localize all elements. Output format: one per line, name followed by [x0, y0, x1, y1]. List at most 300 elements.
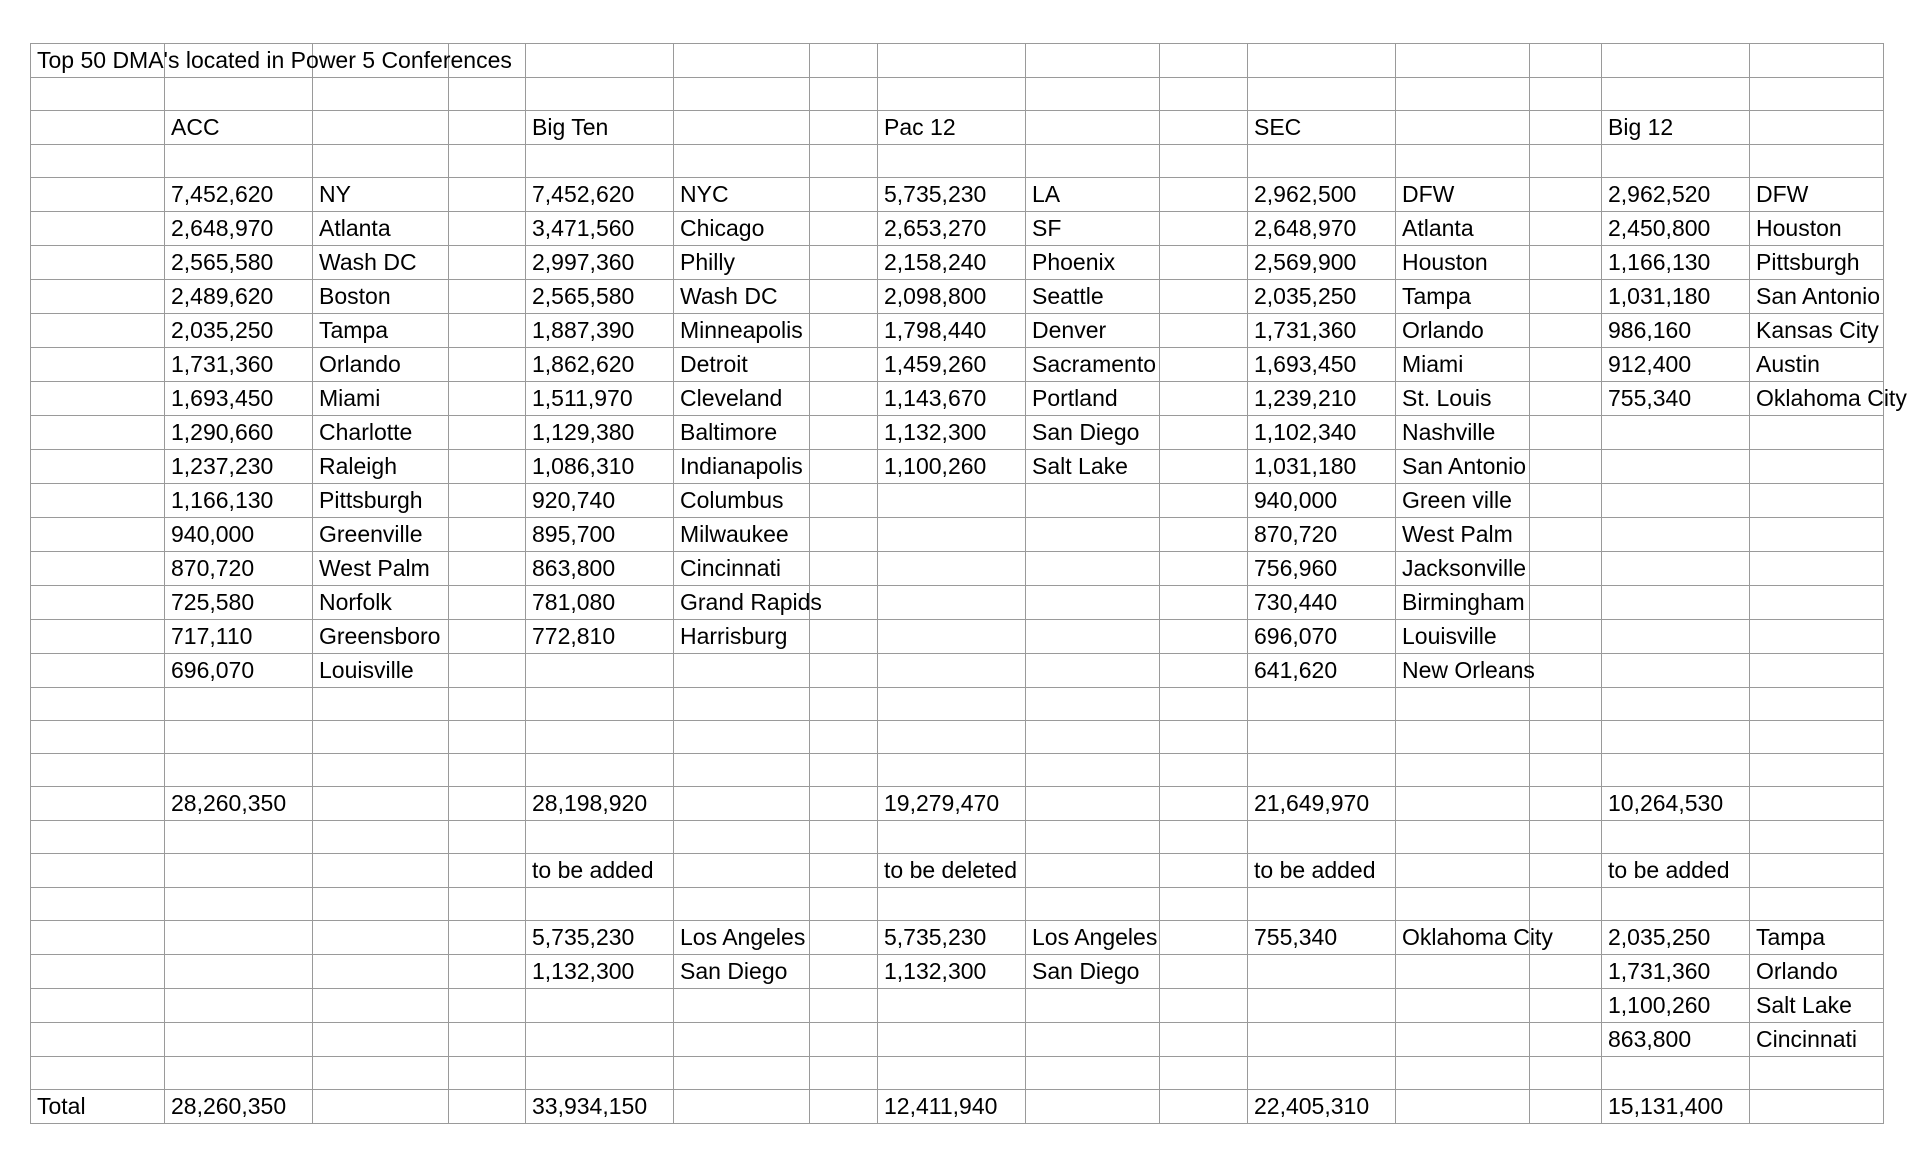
big-ten-market-city[interactable]: Baltimore: [674, 416, 810, 450]
grid-cell[interactable]: [1750, 1090, 1884, 1124]
grid-cell[interactable]: [810, 1090, 878, 1124]
grid-cell[interactable]: [526, 78, 674, 111]
grid-cell[interactable]: [31, 586, 165, 620]
grid-cell[interactable]: [1530, 450, 1602, 484]
grid-cell[interactable]: [449, 416, 526, 450]
grid-cell[interactable]: [313, 955, 449, 989]
sec-change-pop[interactable]: 755,340: [1248, 921, 1396, 955]
big-ten-market-pop[interactable]: 772,810: [526, 620, 674, 654]
acc-market-city[interactable]: Tampa: [313, 314, 449, 348]
pac12-market-city[interactable]: Phoenix: [1026, 246, 1160, 280]
grid-cell[interactable]: [526, 654, 674, 688]
grid-cell[interactable]: [449, 586, 526, 620]
grid-cell[interactable]: [31, 382, 165, 416]
big-ten-market-city[interactable]: Cleveland: [674, 382, 810, 416]
grid-cell[interactable]: [810, 921, 878, 955]
grid-cell[interactable]: [674, 111, 810, 145]
total-big-ten[interactable]: 33,934,150: [526, 1090, 674, 1124]
grid-cell[interactable]: [1160, 721, 1248, 754]
grid-cell[interactable]: [810, 854, 878, 888]
pac12-change-pop[interactable]: 5,735,230: [878, 921, 1026, 955]
total-acc[interactable]: 28,260,350: [165, 1090, 313, 1124]
grid-cell[interactable]: [878, 145, 1026, 178]
big-ten-market-pop[interactable]: 2,565,580: [526, 280, 674, 314]
grid-cell[interactable]: [1026, 989, 1160, 1023]
grid-cell[interactable]: [449, 178, 526, 212]
grid-cell[interactable]: [1026, 1057, 1160, 1090]
grid-cell[interactable]: [1026, 620, 1160, 654]
grid-cell[interactable]: [449, 787, 526, 821]
sec-market-city[interactable]: Louisville: [1396, 620, 1530, 654]
grid-cell[interactable]: [810, 1023, 878, 1057]
grid-cell[interactable]: [1530, 552, 1602, 586]
grid-cell[interactable]: [1602, 688, 1750, 721]
grid-cell[interactable]: [1026, 854, 1160, 888]
grid-cell[interactable]: [878, 821, 1026, 854]
acc-market-pop[interactable]: 717,110: [165, 620, 313, 654]
big-ten-market-pop[interactable]: 1,129,380: [526, 416, 674, 450]
grid-cell[interactable]: [31, 1023, 165, 1057]
grid-cell[interactable]: [1160, 111, 1248, 145]
grid-cell[interactable]: [1602, 484, 1750, 518]
grid-cell[interactable]: [1750, 416, 1884, 450]
grid-cell[interactable]: [674, 1057, 810, 1090]
grid-cell[interactable]: [449, 246, 526, 280]
grid-cell[interactable]: [1160, 552, 1248, 586]
pac12-market-city[interactable]: SF: [1026, 212, 1160, 246]
grid-cell[interactable]: [165, 721, 313, 754]
grid-cell[interactable]: [1750, 145, 1884, 178]
acc-market-pop[interactable]: 1,290,660: [165, 416, 313, 450]
sec-market-pop[interactable]: 641,620: [1248, 654, 1396, 688]
grid-cell[interactable]: [31, 212, 165, 246]
grid-cell[interactable]: [165, 78, 313, 111]
sec-market-city[interactable]: Tampa: [1396, 280, 1530, 314]
grid-cell[interactable]: [1160, 586, 1248, 620]
grid-cell[interactable]: [449, 955, 526, 989]
pac12-market-pop[interactable]: 5,735,230: [878, 178, 1026, 212]
sec-market-city[interactable]: Nashville: [1396, 416, 1530, 450]
grid-cell[interactable]: [674, 989, 810, 1023]
grid-cell[interactable]: [1248, 688, 1396, 721]
grid-cell[interactable]: [313, 821, 449, 854]
grid-cell[interactable]: [810, 721, 878, 754]
grid-cell[interactable]: [31, 484, 165, 518]
grid-cell[interactable]: [1530, 620, 1602, 654]
sec-market-city[interactable]: Jacksonville: [1396, 552, 1530, 586]
grid-cell[interactable]: [313, 1023, 449, 1057]
grid-cell[interactable]: [526, 888, 674, 921]
grid-cell[interactable]: [1602, 450, 1750, 484]
pac12-market-city[interactable]: San Diego: [1026, 416, 1160, 450]
grid-cell[interactable]: [449, 111, 526, 145]
grid-cell[interactable]: [449, 280, 526, 314]
big-ten-market-pop[interactable]: 1,511,970: [526, 382, 674, 416]
grid-cell[interactable]: [1750, 854, 1884, 888]
grid-cell[interactable]: [1396, 754, 1530, 787]
grid-cell[interactable]: [449, 888, 526, 921]
grid-cell[interactable]: [165, 989, 313, 1023]
acc-market-city[interactable]: NY: [313, 178, 449, 212]
grid-cell[interactable]: [1750, 821, 1884, 854]
grid-cell[interactable]: [1750, 518, 1884, 552]
grid-cell[interactable]: [1160, 854, 1248, 888]
grid-cell[interactable]: [1248, 145, 1396, 178]
grid-cell[interactable]: [1602, 888, 1750, 921]
big12-change-city[interactable]: Salt Lake: [1750, 989, 1884, 1023]
grid-cell[interactable]: [1396, 44, 1530, 78]
sec-market-pop[interactable]: 1,731,360: [1248, 314, 1396, 348]
big12-market-pop[interactable]: 2,962,520: [1602, 178, 1750, 212]
grid-cell[interactable]: [810, 450, 878, 484]
pac12-market-pop[interactable]: 2,098,800: [878, 280, 1026, 314]
grid-cell[interactable]: [878, 888, 1026, 921]
grid-cell[interactable]: [1160, 280, 1248, 314]
grid-cell[interactable]: [31, 754, 165, 787]
acc-subtotal[interactable]: 28,260,350: [165, 787, 313, 821]
big12-market-city[interactable]: San Antonio: [1750, 280, 1884, 314]
grid-cell[interactable]: [1160, 821, 1248, 854]
big12-market-city[interactable]: Austin: [1750, 348, 1884, 382]
grid-cell[interactable]: [810, 688, 878, 721]
grid-cell[interactable]: [165, 688, 313, 721]
grid-cell[interactable]: [1396, 111, 1530, 145]
grid-cell[interactable]: [1750, 654, 1884, 688]
grid-cell[interactable]: [1396, 688, 1530, 721]
grid-cell[interactable]: [674, 1090, 810, 1124]
grid-cell[interactable]: [449, 348, 526, 382]
big-ten-market-city[interactable]: Philly: [674, 246, 810, 280]
grid-cell[interactable]: [1396, 955, 1530, 989]
grid-cell[interactable]: [526, 145, 674, 178]
big12-change-city[interactable]: Cincinnati: [1750, 1023, 1884, 1057]
grid-cell[interactable]: [1750, 586, 1884, 620]
grid-cell[interactable]: [31, 145, 165, 178]
grid-cell[interactable]: [1026, 552, 1160, 586]
grid-cell[interactable]: [1248, 888, 1396, 921]
grid-cell[interactable]: [1750, 111, 1884, 145]
big-ten-subtotal[interactable]: 28,198,920: [526, 787, 674, 821]
grid-cell[interactable]: [1530, 145, 1602, 178]
pac12-subtotal[interactable]: 19,279,470: [878, 787, 1026, 821]
grid-cell[interactable]: [313, 787, 449, 821]
grid-cell[interactable]: [1160, 78, 1248, 111]
grid-cell[interactable]: [1602, 44, 1750, 78]
grid-cell[interactable]: [165, 754, 313, 787]
grid-cell[interactable]: [31, 178, 165, 212]
grid-cell[interactable]: [878, 44, 1026, 78]
grid-cell[interactable]: [165, 921, 313, 955]
grid-cell[interactable]: [1248, 1023, 1396, 1057]
pac12-market-pop[interactable]: 2,158,240: [878, 246, 1026, 280]
acc-market-city[interactable]: Norfolk: [313, 586, 449, 620]
big12-change-pop[interactable]: 1,731,360: [1602, 955, 1750, 989]
grid-cell[interactable]: [449, 620, 526, 654]
sec-market-city[interactable]: San Antonio: [1396, 450, 1530, 484]
header-big12[interactable]: Big 12: [1602, 111, 1750, 145]
grid-cell[interactable]: [1026, 721, 1160, 754]
pac12-market-city[interactable]: Denver: [1026, 314, 1160, 348]
acc-market-pop[interactable]: 940,000: [165, 518, 313, 552]
grid-cell[interactable]: [1750, 78, 1884, 111]
grid-cell[interactable]: [878, 552, 1026, 586]
grid-cell[interactable]: [1160, 44, 1248, 78]
grid-cell[interactable]: [674, 754, 810, 787]
grid-cell[interactable]: [31, 280, 165, 314]
sec-market-pop[interactable]: 696,070: [1248, 620, 1396, 654]
grid-cell[interactable]: [1160, 416, 1248, 450]
big-ten-market-city[interactable]: Milwaukee: [674, 518, 810, 552]
big12-change-city[interactable]: Tampa: [1750, 921, 1884, 955]
grid-cell[interactable]: [674, 44, 810, 78]
grid-cell[interactable]: [1750, 44, 1884, 78]
total-sec[interactable]: 22,405,310: [1248, 1090, 1396, 1124]
big-ten-market-city[interactable]: Chicago: [674, 212, 810, 246]
grid-cell[interactable]: [165, 888, 313, 921]
grid-cell[interactable]: [31, 111, 165, 145]
grid-cell[interactable]: [31, 854, 165, 888]
grid-cell[interactable]: [1750, 484, 1884, 518]
big-ten-market-pop[interactable]: 1,862,620: [526, 348, 674, 382]
grid-cell[interactable]: [1530, 854, 1602, 888]
grid-cell[interactable]: [878, 721, 1026, 754]
grid-cell[interactable]: [449, 450, 526, 484]
grid-cell[interactable]: [810, 552, 878, 586]
big12-change-pop[interactable]: 2,035,250: [1602, 921, 1750, 955]
acc-market-city[interactable]: Charlotte: [313, 416, 449, 450]
grid-cell[interactable]: [31, 787, 165, 821]
grid-cell[interactable]: [1160, 620, 1248, 654]
pac12-market-city[interactable]: LA: [1026, 178, 1160, 212]
grid-cell[interactable]: [1602, 754, 1750, 787]
grid-cell[interactable]: [1160, 1023, 1248, 1057]
big-ten-market-pop[interactable]: 920,740: [526, 484, 674, 518]
grid-cell[interactable]: [31, 721, 165, 754]
sec-market-city[interactable]: St. Louis: [1396, 382, 1530, 416]
grid-cell[interactable]: [449, 1023, 526, 1057]
big-ten-change-pop[interactable]: 5,735,230: [526, 921, 674, 955]
grid-cell[interactable]: [1248, 1057, 1396, 1090]
big12-change-city[interactable]: Orlando: [1750, 955, 1884, 989]
pac12-market-city[interactable]: Salt Lake: [1026, 450, 1160, 484]
big-ten-market-pop[interactable]: 1,887,390: [526, 314, 674, 348]
acc-market-city[interactable]: Greensboro: [313, 620, 449, 654]
grid-cell[interactable]: [810, 348, 878, 382]
pac12-market-city[interactable]: Seattle: [1026, 280, 1160, 314]
grid-cell[interactable]: [165, 1023, 313, 1057]
grid-cell[interactable]: [449, 1090, 526, 1124]
grid-cell[interactable]: [1750, 754, 1884, 787]
big-ten-market-city[interactable]: Indianapolis: [674, 450, 810, 484]
grid-cell[interactable]: [1530, 280, 1602, 314]
grid-cell[interactable]: [1530, 484, 1602, 518]
grid-cell[interactable]: [1602, 518, 1750, 552]
grid-cell[interactable]: [1248, 989, 1396, 1023]
grid-cell[interactable]: [1160, 518, 1248, 552]
grid-cell[interactable]: [313, 854, 449, 888]
grid-cell[interactable]: [1248, 721, 1396, 754]
grid-cell[interactable]: [31, 821, 165, 854]
grid-cell[interactable]: [1530, 518, 1602, 552]
grid-cell[interactable]: [1160, 314, 1248, 348]
grid-cell[interactable]: [1248, 78, 1396, 111]
grid-cell[interactable]: [165, 821, 313, 854]
grid-cell[interactable]: [674, 78, 810, 111]
grid-cell[interactable]: [1396, 821, 1530, 854]
sec-market-pop[interactable]: 1,239,210: [1248, 382, 1396, 416]
grid-cell[interactable]: [810, 416, 878, 450]
grid-cell[interactable]: [449, 754, 526, 787]
acc-market-pop[interactable]: 2,565,580: [165, 246, 313, 280]
grid-cell[interactable]: [449, 821, 526, 854]
grid-cell[interactable]: [810, 754, 878, 787]
grid-cell[interactable]: [674, 654, 810, 688]
pac12-market-city[interactable]: Portland: [1026, 382, 1160, 416]
grid-cell[interactable]: [1396, 78, 1530, 111]
grid-cell[interactable]: [810, 111, 878, 145]
acc-market-city[interactable]: Orlando: [313, 348, 449, 382]
grid-cell[interactable]: [31, 620, 165, 654]
big12-change-pop[interactable]: 1,100,260: [1602, 989, 1750, 1023]
pac12-market-pop[interactable]: 1,132,300: [878, 416, 1026, 450]
big-ten-market-city[interactable]: Wash DC: [674, 280, 810, 314]
grid-cell[interactable]: [1530, 1057, 1602, 1090]
pac12-market-pop[interactable]: 1,798,440: [878, 314, 1026, 348]
big12-market-pop[interactable]: 1,031,180: [1602, 280, 1750, 314]
acc-market-pop[interactable]: 7,452,620: [165, 178, 313, 212]
pac12-change-city[interactable]: San Diego: [1026, 955, 1160, 989]
grid-cell[interactable]: [449, 518, 526, 552]
grid-cell[interactable]: [1530, 1023, 1602, 1057]
grid-cell[interactable]: [1602, 586, 1750, 620]
big-ten-market-pop[interactable]: 2,997,360: [526, 246, 674, 280]
big12-subtotal[interactable]: 10,264,530: [1602, 787, 1750, 821]
acc-market-pop[interactable]: 1,731,360: [165, 348, 313, 382]
grid-cell[interactable]: [313, 989, 449, 1023]
grid-cell[interactable]: [1602, 145, 1750, 178]
grid-cell[interactable]: [1530, 1090, 1602, 1124]
grid-cell[interactable]: [449, 921, 526, 955]
acc-market-pop[interactable]: 2,648,970: [165, 212, 313, 246]
big12-market-pop[interactable]: 912,400: [1602, 348, 1750, 382]
grid-cell[interactable]: [878, 654, 1026, 688]
grid-cell[interactable]: [810, 989, 878, 1023]
grid-cell[interactable]: [1160, 246, 1248, 280]
grid-cell[interactable]: [1530, 314, 1602, 348]
big-ten-change-label[interactable]: to be added: [526, 854, 674, 888]
grid-cell[interactable]: [1602, 1057, 1750, 1090]
grid-cell[interactable]: [449, 314, 526, 348]
grid-cell[interactable]: [31, 888, 165, 921]
grid-cell[interactable]: [674, 721, 810, 754]
grid-cell[interactable]: [1602, 416, 1750, 450]
grid-cell[interactable]: [1602, 78, 1750, 111]
grid-cell[interactable]: [1396, 145, 1530, 178]
grid-cell[interactable]: [1396, 854, 1530, 888]
big12-market-city[interactable]: Oklahoma City: [1750, 382, 1884, 416]
acc-market-pop[interactable]: 725,580: [165, 586, 313, 620]
grid-cell[interactable]: [31, 348, 165, 382]
big12-market-city[interactable]: DFW: [1750, 178, 1884, 212]
grid-cell[interactable]: [31, 78, 165, 111]
grid-cell[interactable]: [1160, 888, 1248, 921]
grid-cell[interactable]: [1530, 78, 1602, 111]
grid-cell[interactable]: [1160, 1057, 1248, 1090]
grid-cell[interactable]: [878, 1057, 1026, 1090]
grid-cell[interactable]: [1160, 484, 1248, 518]
grid-cell[interactable]: [1530, 246, 1602, 280]
grid-cell[interactable]: [810, 280, 878, 314]
sec-market-pop[interactable]: 2,035,250: [1248, 280, 1396, 314]
grid-cell[interactable]: [449, 688, 526, 721]
big-ten-change-city[interactable]: San Diego: [674, 955, 810, 989]
sec-market-pop[interactable]: 940,000: [1248, 484, 1396, 518]
grid-cell[interactable]: [810, 382, 878, 416]
grid-cell[interactable]: [449, 654, 526, 688]
grid-cell[interactable]: [1530, 348, 1602, 382]
grid-cell[interactable]: [449, 212, 526, 246]
grid-cell[interactable]: [878, 688, 1026, 721]
sec-market-city[interactable]: DFW: [1396, 178, 1530, 212]
big-ten-market-city[interactable]: Grand Rapids: [674, 586, 810, 620]
grid-cell[interactable]: [1160, 145, 1248, 178]
acc-market-city[interactable]: Louisville: [313, 654, 449, 688]
big12-market-pop[interactable]: 755,340: [1602, 382, 1750, 416]
grid-cell[interactable]: [674, 787, 810, 821]
big-ten-market-pop[interactable]: 3,471,560: [526, 212, 674, 246]
grid-cell[interactable]: [1396, 787, 1530, 821]
grid-cell[interactable]: [313, 1057, 449, 1090]
grid-cell[interactable]: [31, 518, 165, 552]
grid-cell[interactable]: [810, 821, 878, 854]
big-ten-market-city[interactable]: NYC: [674, 178, 810, 212]
grid-cell[interactable]: [1248, 821, 1396, 854]
grid-cell[interactable]: [1026, 1090, 1160, 1124]
big12-market-city[interactable]: Kansas City: [1750, 314, 1884, 348]
grid-cell[interactable]: [165, 854, 313, 888]
sec-market-pop[interactable]: 756,960: [1248, 552, 1396, 586]
sec-market-city[interactable]: Houston: [1396, 246, 1530, 280]
grid-cell[interactable]: [1602, 654, 1750, 688]
sec-market-pop[interactable]: 1,102,340: [1248, 416, 1396, 450]
grid-cell[interactable]: [810, 620, 878, 654]
grid-cell[interactable]: [1750, 721, 1884, 754]
grid-cell[interactable]: [449, 382, 526, 416]
grid-cell[interactable]: [674, 821, 810, 854]
grid-cell[interactable]: [1160, 921, 1248, 955]
sec-market-pop[interactable]: 2,648,970: [1248, 212, 1396, 246]
grid-cell[interactable]: [1026, 44, 1160, 78]
grid-cell[interactable]: [1160, 654, 1248, 688]
big-ten-market-city[interactable]: Columbus: [674, 484, 810, 518]
grid-cell[interactable]: [31, 955, 165, 989]
pac12-market-pop[interactable]: 1,143,670: [878, 382, 1026, 416]
grid-cell[interactable]: [810, 518, 878, 552]
big12-change-pop[interactable]: 863,800: [1602, 1023, 1750, 1057]
grid-cell[interactable]: [1026, 787, 1160, 821]
grid-cell[interactable]: [31, 989, 165, 1023]
grid-cell[interactable]: [31, 416, 165, 450]
grid-cell[interactable]: [526, 821, 674, 854]
pac12-market-pop[interactable]: 1,459,260: [878, 348, 1026, 382]
grid-cell[interactable]: [1530, 382, 1602, 416]
sec-market-pop[interactable]: 1,693,450: [1248, 348, 1396, 382]
grid-cell[interactable]: [1530, 586, 1602, 620]
grid-cell[interactable]: [1530, 178, 1602, 212]
grid-cell[interactable]: [1750, 450, 1884, 484]
big-ten-market-city[interactable]: Detroit: [674, 348, 810, 382]
big-ten-market-city[interactable]: Cincinnati: [674, 552, 810, 586]
